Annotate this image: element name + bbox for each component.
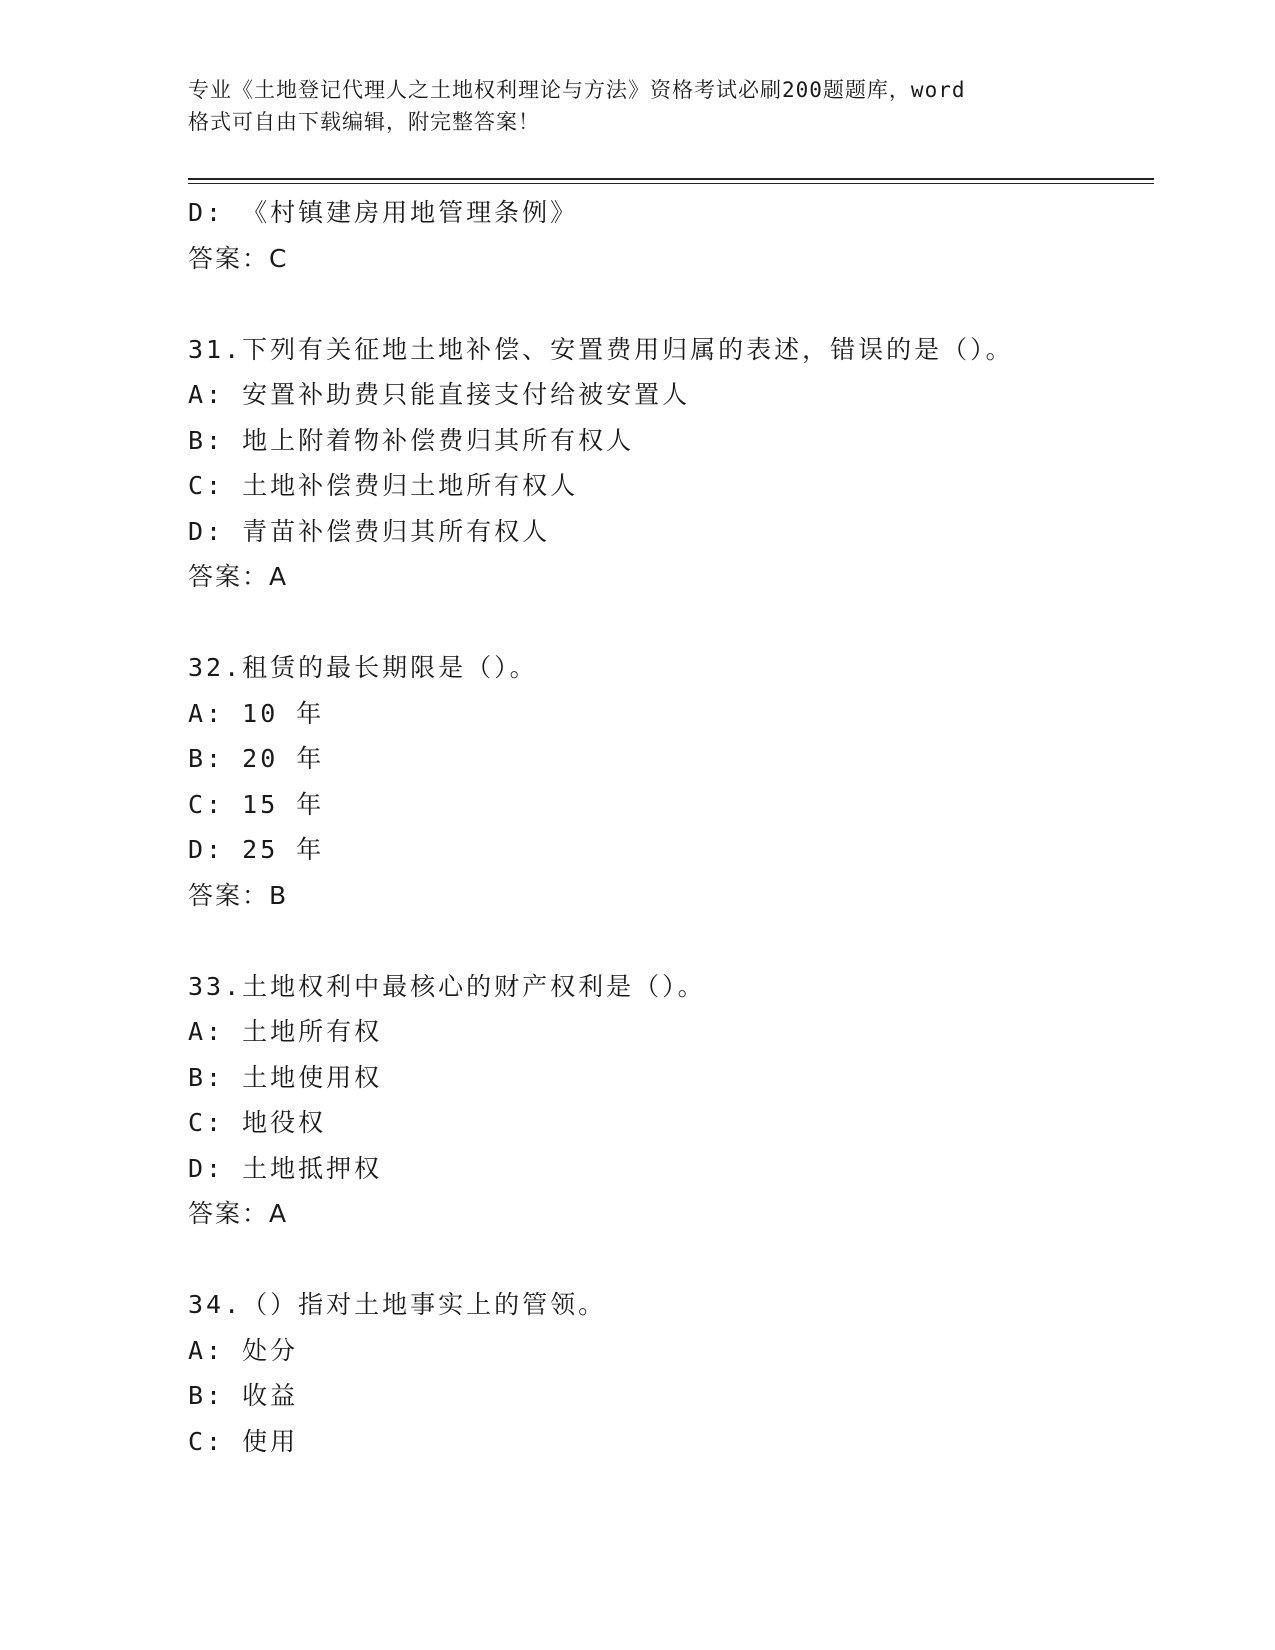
- question-block-34: [188, 1282, 1154, 1464]
- answer-label: 答案：C: [188, 243, 289, 273]
- option-c: C: 土地补偿费归土地所有权人: [188, 471, 579, 500]
- question-block-31: [188, 327, 1154, 600]
- header-title-line-2: 格式可自由下载编辑，附完整答案！: [188, 110, 540, 134]
- header-divider: [188, 178, 1154, 180]
- option-b: B: 土地使用权: [188, 1062, 383, 1092]
- answer-label: 答案：B: [188, 880, 289, 910]
- option-d: D: 《村镇建房用地管理条例》: [188, 198, 579, 227]
- question-list: [188, 190, 1154, 1464]
- question-block-30-tail: [188, 190, 1154, 281]
- header-divider-thin: [188, 183, 1154, 184]
- header-title-line-1: 专业《土地登记代理人之土地权利理论与方法》资格考试必刷200题题库，word: [188, 78, 966, 102]
- spacer: [188, 918, 1154, 964]
- option-b: B: 收益: [188, 1381, 299, 1410]
- option-a: A: 10 年: [188, 698, 325, 728]
- option-d: D: 青苗补偿费归其所有权人: [188, 516, 551, 546]
- option-c: C: 地役权: [188, 1108, 327, 1137]
- option-c: C: 使用: [188, 1426, 299, 1456]
- question-stem: 34.（）指对土地事实上的管领。: [188, 1290, 607, 1319]
- question-stem: 33.土地权利中最核心的财产权利是（）。: [188, 971, 706, 1001]
- option-a: A: 土地所有权: [188, 1017, 383, 1046]
- option-d: D: 土地抵押权: [188, 1153, 383, 1183]
- option-a: A: 处分: [188, 1335, 299, 1365]
- question-block-33: [188, 964, 1154, 1237]
- question-stem: 31.下列有关征地土地补偿、安置费用归属的表述，错误的是（）。: [188, 334, 1014, 364]
- option-c: C: 15 年: [188, 789, 325, 819]
- spacer: [188, 281, 1154, 327]
- spacer: [188, 1237, 1154, 1283]
- answer-label: 答案：A: [188, 562, 289, 591]
- spacer: [188, 600, 1154, 646]
- answer-label: 答案：A: [188, 1199, 289, 1228]
- option-b: B: 20 年: [188, 744, 325, 773]
- option-a: A: 安置补助费只能直接支付给被安置人: [188, 380, 691, 409]
- page-header: [188, 74, 1068, 138]
- option-d: D: 25 年: [188, 835, 325, 864]
- question-stem: 32.租赁的最长期限是（）。: [188, 653, 538, 682]
- question-block-32: [188, 645, 1154, 918]
- option-b: B: 地上附着物补偿费归其所有权人: [188, 425, 635, 455]
